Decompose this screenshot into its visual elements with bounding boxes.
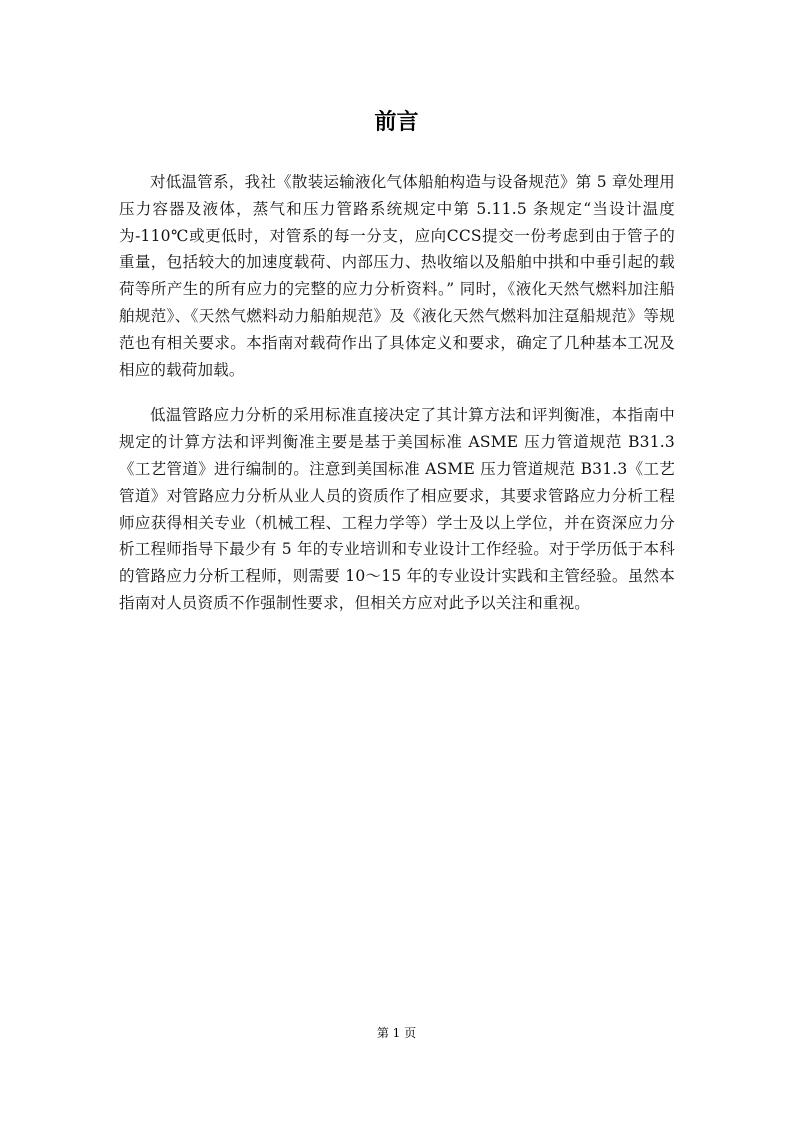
paragraph-2: 低温管路应力分析的采用标准直接决定了其计算方法和评判衡准，本指南中规定的计算方法和评判衡准主要是基于美国标准 ASME 压力管道规范 B31.3《工艺管道》进行编制的。注意到美国标准 ASME 压力管道规范 B31.3《工艺管道》对管路应力分析从业人员的资质作了相应要求，其要求管路应力分析工程师应获得相关专业（机械工程、工程力学等）学士及以上学位，并在资深应力分析工程师指导下最少有 5 年的专业培训和专业设计工作经验。对于学历低于本科的管路应力分析工程师，则需要 10～15 年的专业设计实践和主管经验。虽然本指南对人员资质不作强制性要求，但相关方应对此予以关注和重视。 — [119, 406, 675, 612]
paragraph-1: 对低温管系，我社《散装运输液化气体船舶构造与设备规范》第 5 章处理用压力容器及液体，蒸气和压力管路系统规定中第 5.11.5 条规定“当设计温度为-110℃或更低时，对管系的每一分支，应向CCS提交一份考虑到由于管子的重量，包括较大的加速度载荷、内部压力、热收缩以及船舶中拱和中垂引起的载荷等所产生的所有应力的完整的应力分析资料。” 同时，《液化天然气燃料加注船舶规范》、《天然气燃料动力船舶规范》及《液化天然气燃料加注趸船规范》等规范也有相关要求。本指南对载荷作出了具体定义和要求，确定了几种基本工况及相应的载荷加载。 — [119, 173, 675, 379]
page-number: 第 1 页 — [376, 1026, 417, 1040]
body-text — [119, 169, 675, 617]
page-title: 前言 — [374, 109, 419, 135]
